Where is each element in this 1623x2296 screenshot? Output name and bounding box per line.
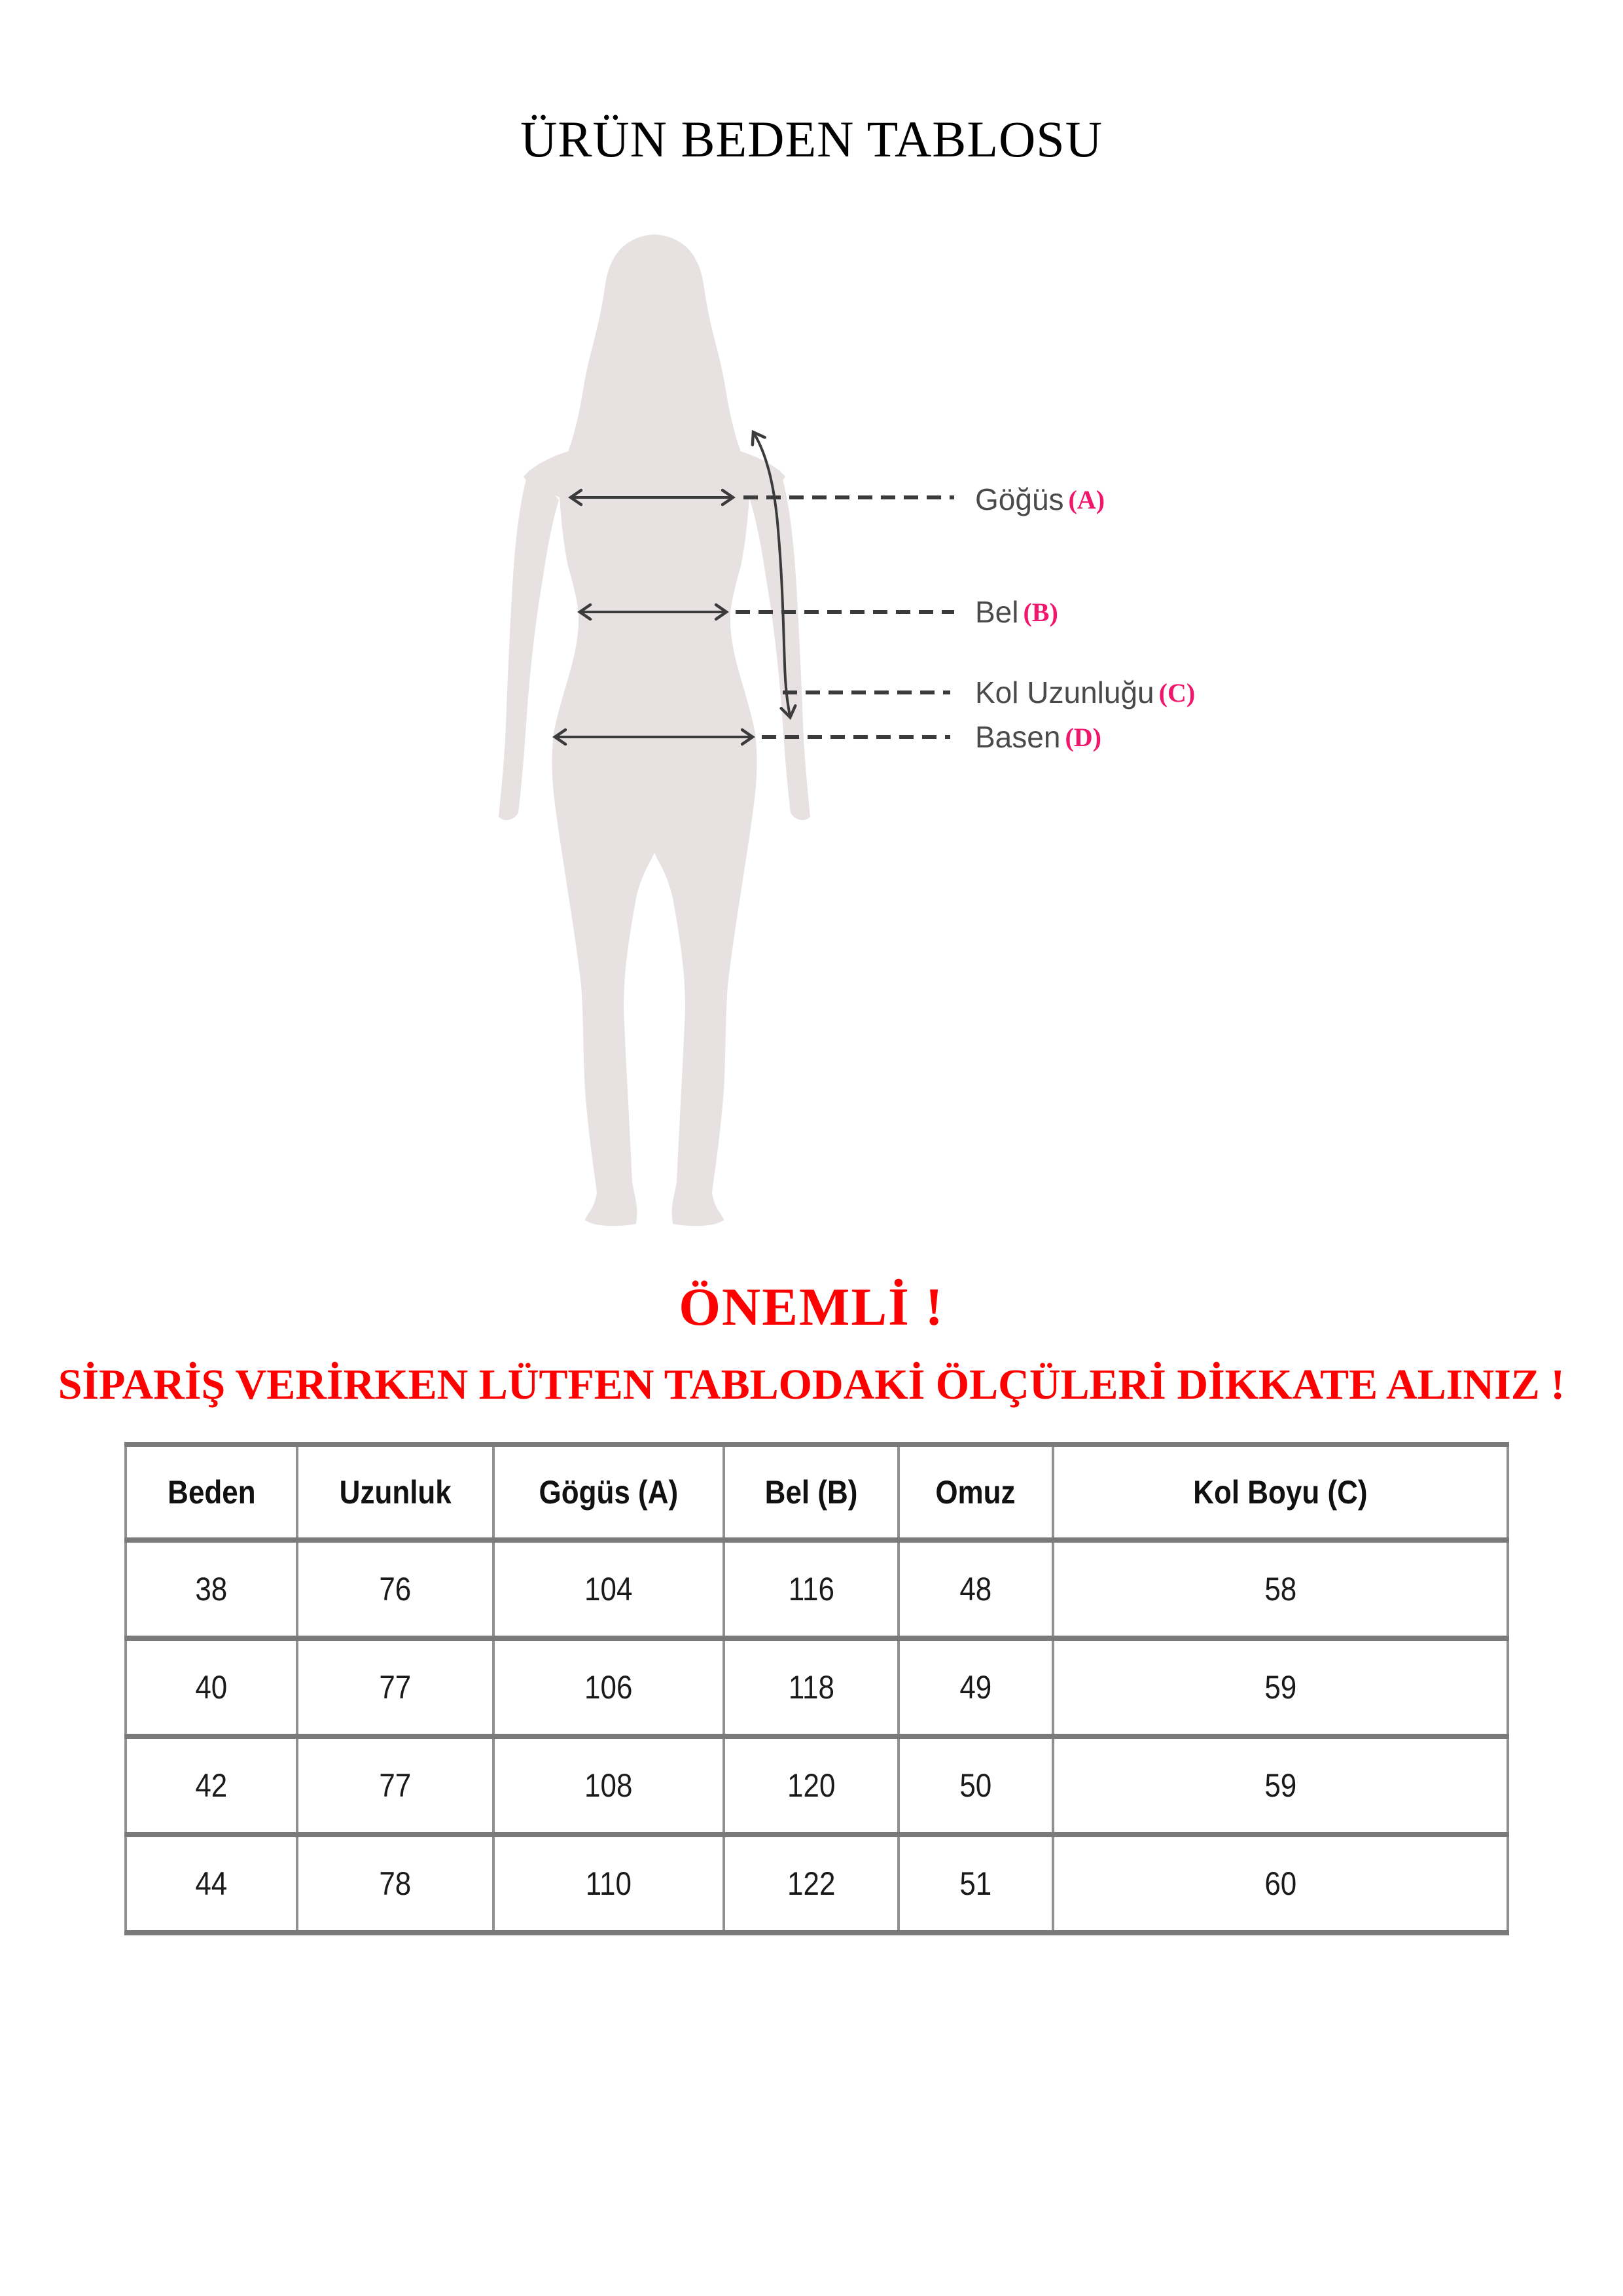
table-cell <box>126 1638 297 1736</box>
table-cell <box>493 1736 724 1835</box>
table-cell <box>724 1540 898 1638</box>
cell-value: 38 <box>195 1571 228 1607</box>
column-header-label: Gögüs (A) <box>539 1474 679 1511</box>
cell-value: 59 <box>1264 1669 1297 1706</box>
table-cell <box>297 1638 493 1736</box>
cell-value: 110 <box>586 1865 632 1902</box>
size-table-header-row <box>126 1444 1508 1540</box>
table-cell <box>724 1736 898 1835</box>
measurement-label-text: Bel <box>975 595 1019 629</box>
cell-value: 77 <box>379 1767 412 1804</box>
table-cell <box>899 1736 1054 1835</box>
silhouette-left-arm <box>499 470 559 820</box>
silhouette-right-arm <box>750 470 810 820</box>
cell-value: 51 <box>959 1865 992 1902</box>
important-heading: ÖNEMLİ ! <box>679 1277 944 1336</box>
table-cell <box>899 1835 1054 1933</box>
cell-value: 120 <box>787 1767 836 1804</box>
table-cell <box>493 1638 724 1736</box>
table-cell <box>126 1540 297 1638</box>
table-cell <box>899 1638 1054 1736</box>
table-cell <box>126 1736 297 1835</box>
table-cell <box>493 1540 724 1638</box>
cell-value: 48 <box>959 1571 992 1607</box>
table-cell <box>297 1540 493 1638</box>
cell-value: 104 <box>584 1571 633 1607</box>
cell-value: 78 <box>379 1865 412 1902</box>
table-cell <box>126 1835 297 1933</box>
cell-value: 58 <box>1264 1571 1297 1607</box>
column-header-label: Beden <box>167 1474 256 1511</box>
table-row <box>126 1736 1508 1835</box>
measurement-letter-badge: (C) <box>1158 677 1196 708</box>
table-cell <box>493 1835 724 1933</box>
cell-value: 116 <box>788 1571 834 1607</box>
cell-value: 40 <box>195 1669 228 1706</box>
table-cell <box>297 1835 493 1933</box>
table-cell <box>724 1638 898 1736</box>
column-header-uzunluk <box>297 1444 493 1540</box>
table-cell <box>1053 1736 1508 1835</box>
cell-value: 44 <box>195 1865 228 1902</box>
measurement-letter-badge: (A) <box>1068 484 1105 514</box>
cell-value: 77 <box>379 1669 412 1706</box>
measurement-letter-badge: (B) <box>1023 597 1058 627</box>
size-table <box>124 1442 1509 1935</box>
cell-value: 76 <box>379 1571 412 1607</box>
cell-value: 49 <box>959 1669 992 1706</box>
cell-value: 42 <box>195 1767 228 1804</box>
order-warning-text: SİPARİŞ VERİRKEN LÜTFEN TABLODAKİ ÖLÇÜLERİ DİKKATE ALINIZ ! <box>58 1361 1565 1408</box>
measurement-label-arm-length <box>975 672 1195 713</box>
column-header-label: Kol Boyu (C) <box>1193 1474 1368 1511</box>
cell-value: 59 <box>1264 1767 1297 1804</box>
column-header-omuz <box>899 1444 1054 1540</box>
page-title: ÜRÜN BEDEN TABLOSU <box>520 111 1103 168</box>
measurement-label-text: Kol Uzunluğu <box>975 675 1154 709</box>
measurement-label-hip <box>975 716 1101 758</box>
table-row <box>126 1540 1508 1638</box>
column-header-label: Bel (B) <box>764 1474 858 1511</box>
measurement-label-waist <box>975 591 1058 633</box>
table-cell <box>1053 1540 1508 1638</box>
table-cell <box>1053 1638 1508 1736</box>
measurement-letter-badge: (D) <box>1065 722 1101 752</box>
column-header-label: Uzunluk <box>339 1474 452 1511</box>
cell-value: 106 <box>584 1669 633 1706</box>
cell-value: 108 <box>584 1767 633 1804</box>
column-header-gogus <box>493 1444 724 1540</box>
column-header-bel <box>724 1444 898 1540</box>
table-row <box>126 1638 1508 1736</box>
table-cell <box>1053 1835 1508 1933</box>
table-cell <box>297 1736 493 1835</box>
cell-value: 118 <box>788 1669 834 1706</box>
column-header-beden <box>126 1444 297 1540</box>
cell-value: 60 <box>1264 1865 1297 1902</box>
table-cell <box>899 1540 1054 1638</box>
column-header-label: Omuz <box>935 1474 1016 1511</box>
column-header-kol-boyu <box>1053 1444 1508 1540</box>
table-row <box>126 1835 1508 1933</box>
measurement-label-chest <box>975 478 1105 520</box>
silhouette-torso-legs <box>524 442 785 1226</box>
cell-value: 50 <box>959 1767 992 1804</box>
table-cell <box>724 1835 898 1933</box>
cell-value: 122 <box>787 1865 836 1902</box>
measurement-label-text: Basen <box>975 720 1061 754</box>
measurement-label-text: Göğüs <box>975 482 1064 516</box>
